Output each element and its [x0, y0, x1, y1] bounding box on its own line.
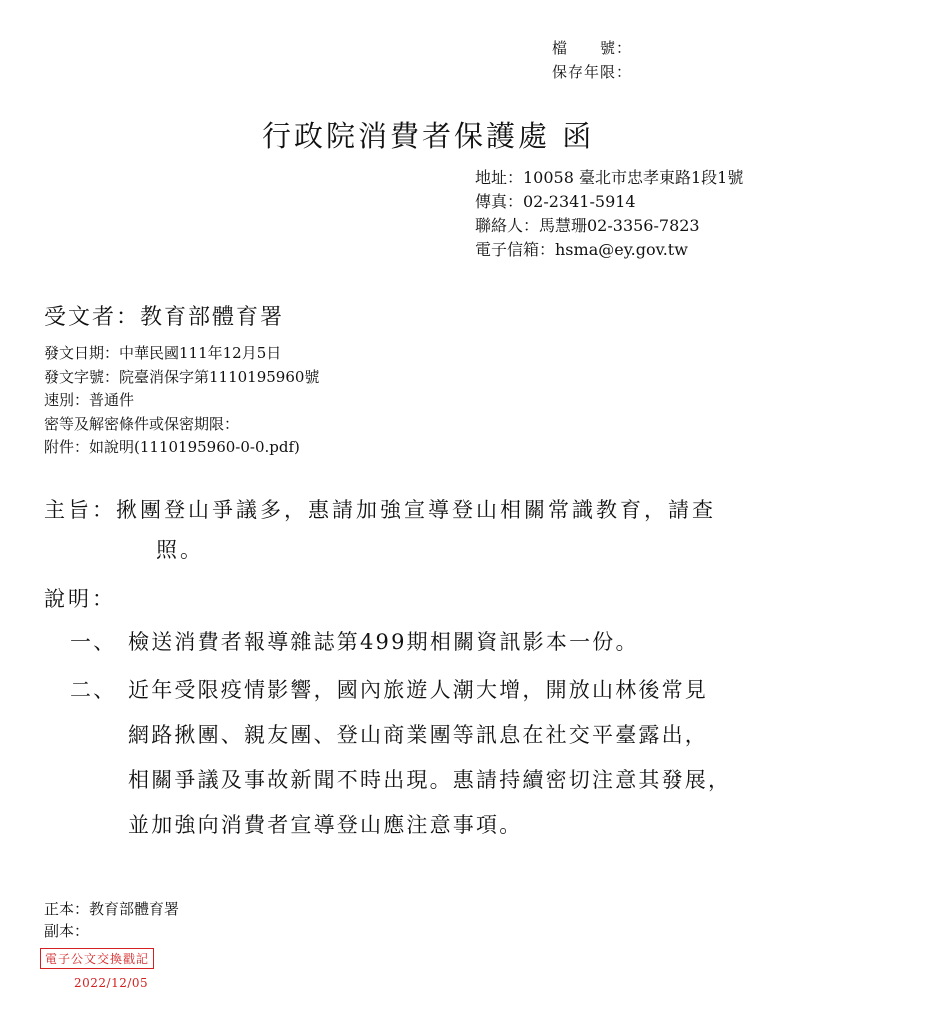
item-line: 相關爭議及事故新聞不時出現。惠請持續密切注意其發展，: [128, 768, 732, 792]
item-line: 檢送消費者報導雜誌第499期相關資訊影本一份。: [128, 630, 639, 654]
item-number: 二、: [70, 678, 117, 702]
attachment: 附件：如說明(1110195960-0-0.pdf): [44, 438, 300, 456]
item-line: 並加強向消費者宣導登山應注意事項。: [128, 813, 523, 837]
carbon-copy: 副本：: [44, 922, 90, 940]
speed-class: 速別：普通件: [44, 391, 135, 409]
contact-block: [475, 166, 743, 262]
subject: [44, 490, 716, 570]
item-line: 近年受限疫情影響，國內旅遊人潮大增，開放山林後常見: [128, 678, 708, 702]
item-number: 一、: [70, 630, 117, 654]
document-title: 行政院消費者保護處 函: [262, 119, 595, 153]
contact-person: 聯絡人：馬慧珊02-3356-7823: [475, 216, 700, 235]
file-meta: [552, 36, 632, 84]
item-line: 網路揪團、親友團、登山商業團等訊息在社交平臺露出，: [128, 723, 708, 747]
main-copy: 正本：教育部體育署: [44, 900, 180, 918]
exchange-stamp: 電子公文交換戳記: [40, 948, 154, 969]
document-meta: [44, 342, 319, 460]
subject-line-2: 照。: [156, 538, 204, 562]
stamp-date: 2022/12/05: [74, 976, 149, 990]
distribution-block: [44, 898, 179, 942]
address: 地址：10058 臺北市忠孝東路1段1號: [475, 168, 744, 187]
recipient: 受文者：教育部體育署: [44, 305, 285, 330]
document-number: 發文字號：院臺消保字第1110195960號: [44, 367, 320, 386]
secrecy-level: 密等及解密條件或保密期限：: [44, 414, 240, 433]
subject-line-1: 主旨：揪團登山爭議多，惠請加強宣導登山相關常識教育，請查: [44, 498, 716, 522]
email: 電子信箱：hsma@ey.gov.tw: [475, 240, 688, 259]
explanation-item: [70, 668, 731, 848]
retention-period-label: 保存年限：: [552, 63, 633, 81]
issue-date: 發文日期：中華民國111年12月5日: [44, 344, 282, 362]
explanation-item: [70, 620, 639, 665]
file-number-label: 檔 號：: [552, 39, 633, 57]
fax: 傳真：02-2341-5914: [475, 192, 636, 211]
explanation-heading: 說明：: [44, 587, 116, 611]
